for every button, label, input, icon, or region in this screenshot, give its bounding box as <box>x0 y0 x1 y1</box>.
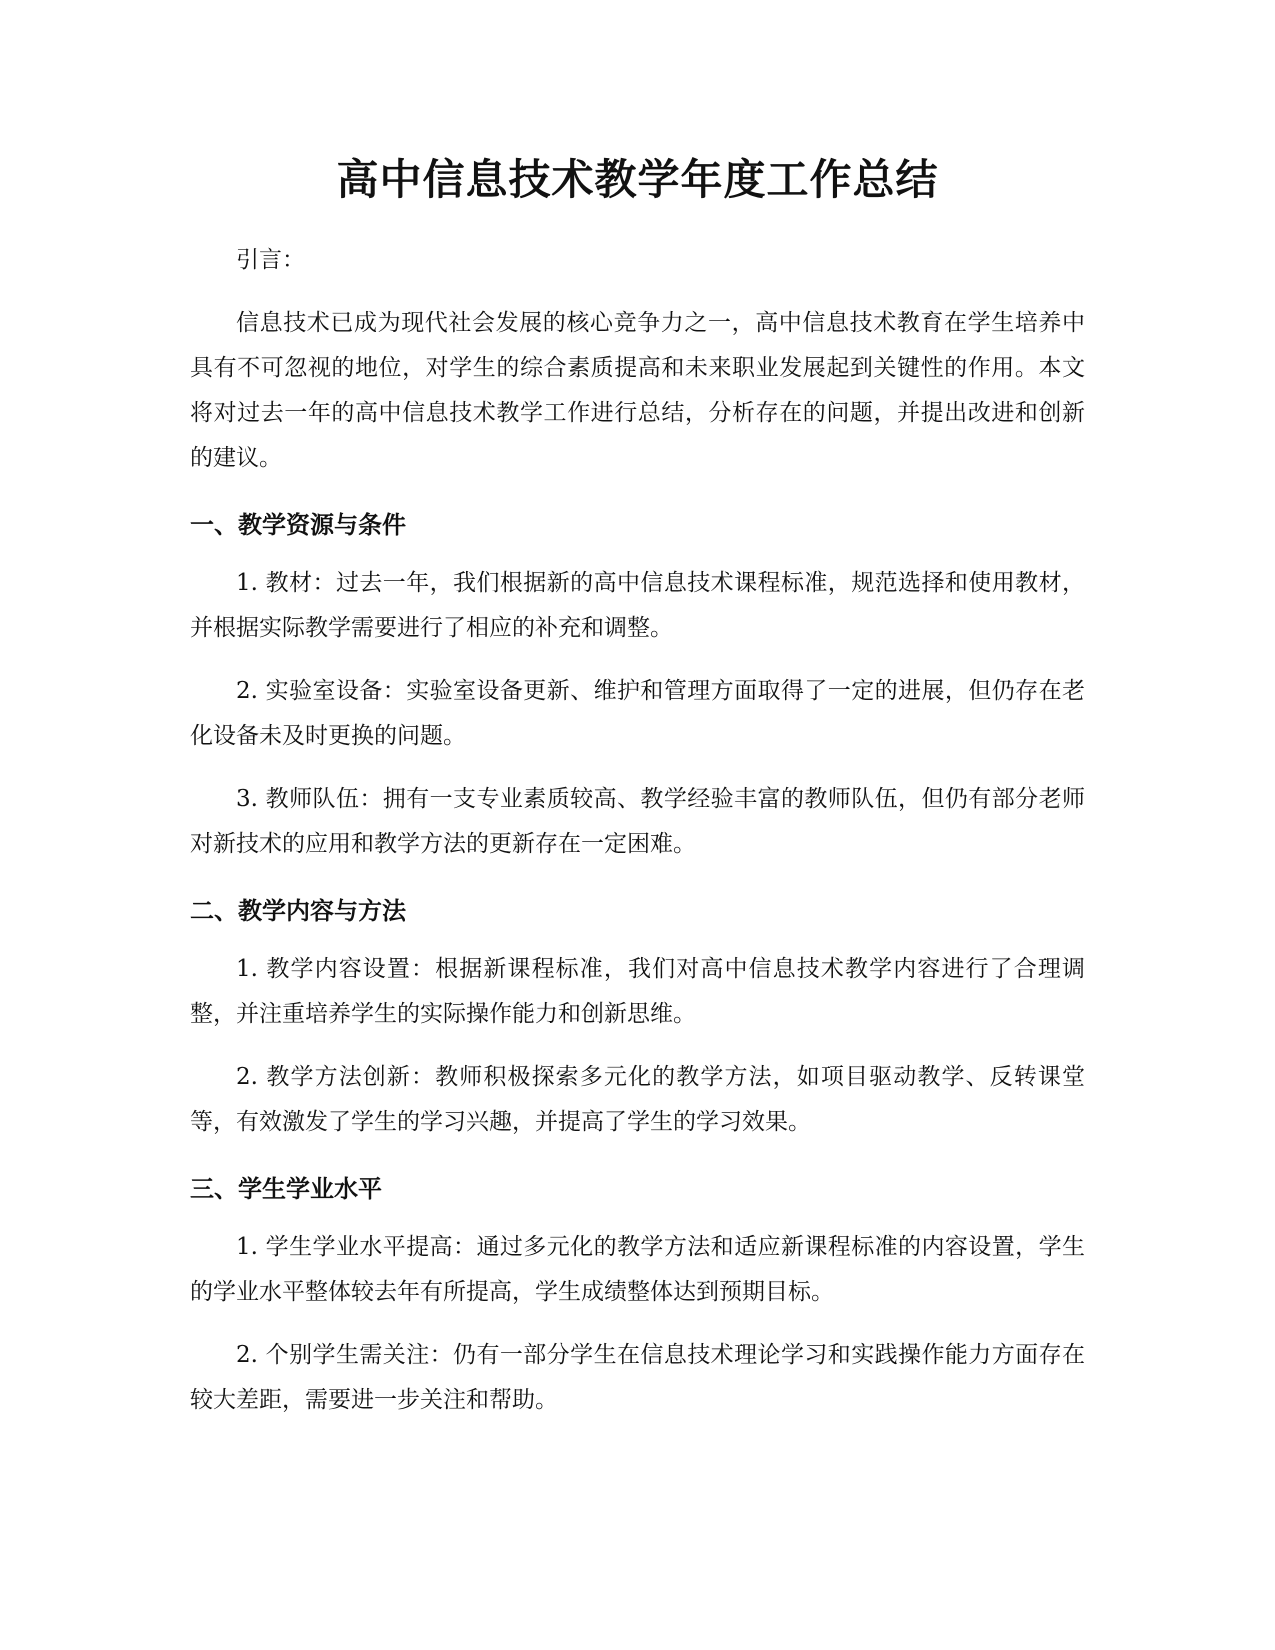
section-heading-resources: 一、教学资源与条件 <box>190 511 406 539</box>
list-item: 1. 教学内容设置：根据新课程标准，我们对高中信息技术教学内容进行了合理调整，并注重培养学生的实际操作能力和创新思维。 <box>190 956 1085 1027</box>
list-item: 2. 教学方法创新：教师积极探索多元化的教学方法，如项目驱动教学、反转课堂等，有效激发了学生的学习兴趣，并提高了学生的学习效果。 <box>190 1064 1085 1135</box>
intro-label: 引言： <box>236 247 305 273</box>
intro-paragraph: 信息技术已成为现代社会发展的核心竞争力之一，高中信息技术教育在学生培养中具有不可忽视的地位，对学生的综合素质提高和未来职业发展起到关键性的作用。本文将对过去一年的高中信息技术教学工作进行总结，分析存在的问题，并提出改进和创新的建议。 <box>190 310 1085 471</box>
section-heading-content-methods: 二、教学内容与方法 <box>190 897 406 925</box>
list-item: 1. 学生学业水平提高：通过多元化的教学方法和适应新课程标准的内容设置，学生的学业水平整体较去年有所提高，学生成绩整体达到预期目标。 <box>190 1234 1085 1305</box>
list-item: 1. 教材：过去一年，我们根据新的高中信息技术课程标准，规范选择和使用教材，并根据实际教学需要进行了相应的补充和调整。 <box>190 570 1085 641</box>
document-title: 高中信息技术教学年度工作总结 <box>336 155 939 204</box>
list-item: 2. 实验室设备：实验室设备更新、维护和管理方面取得了一定的进展，但仍存在老化设备未及时更换的问题。 <box>190 678 1085 749</box>
list-item: 2. 个别学生需关注：仍有一部分学生在信息技术理论学习和实践操作能力方面存在较大差距，需要进一步关注和帮助。 <box>190 1342 1085 1413</box>
list-item: 3. 教师队伍：拥有一支专业素质较高、教学经验丰富的教师队伍，但仍有部分老师对新技术的应用和教学方法的更新存在一定困难。 <box>190 786 1085 857</box>
section-heading-student-level: 三、学生学业水平 <box>190 1175 382 1203</box>
